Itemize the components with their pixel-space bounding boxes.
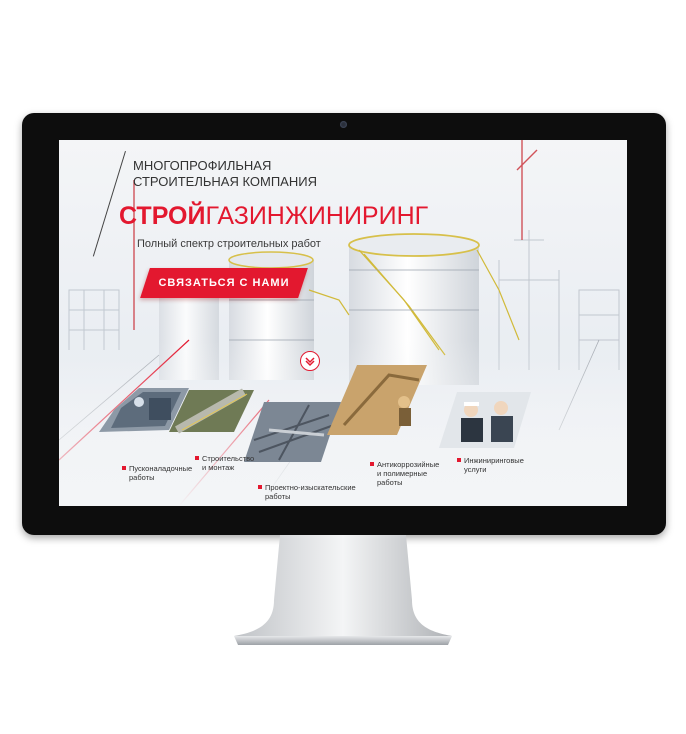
- service-label-line2: работы: [265, 492, 291, 501]
- page-headline-line2: СТРОИТЕЛЬНАЯ КОМПАНИЯ: [133, 174, 317, 189]
- service-label-line1: Инжиниринговые: [464, 456, 524, 465]
- brand-bold: СТРОЙ: [119, 202, 206, 230]
- service-label-line2: услуги: [464, 465, 487, 474]
- service-label-line2: и монтаж: [202, 463, 235, 472]
- service-label-line1: Антикоррозийные: [377, 460, 440, 469]
- service-label-line2: работы: [129, 473, 155, 482]
- contact-button-label: СВЯЗАТЬСЯ С НАМИ: [158, 277, 290, 289]
- service-label-line1: Строительство: [202, 454, 255, 463]
- page-headline-line1: МНОГОПРОФИЛЬНАЯ: [133, 158, 272, 173]
- service-label-line1: Пусконаладочные: [129, 464, 193, 473]
- hero-subtitle: Полный спектр строительных работ: [137, 238, 321, 250]
- service-label-line2: и полимерные: [377, 469, 428, 478]
- service-label-line1: Проектно-изыскательские: [265, 483, 356, 492]
- service-label-line3: работы: [377, 478, 403, 487]
- brand-regular: ГАЗИНЖИНИРИНГ: [205, 202, 429, 230]
